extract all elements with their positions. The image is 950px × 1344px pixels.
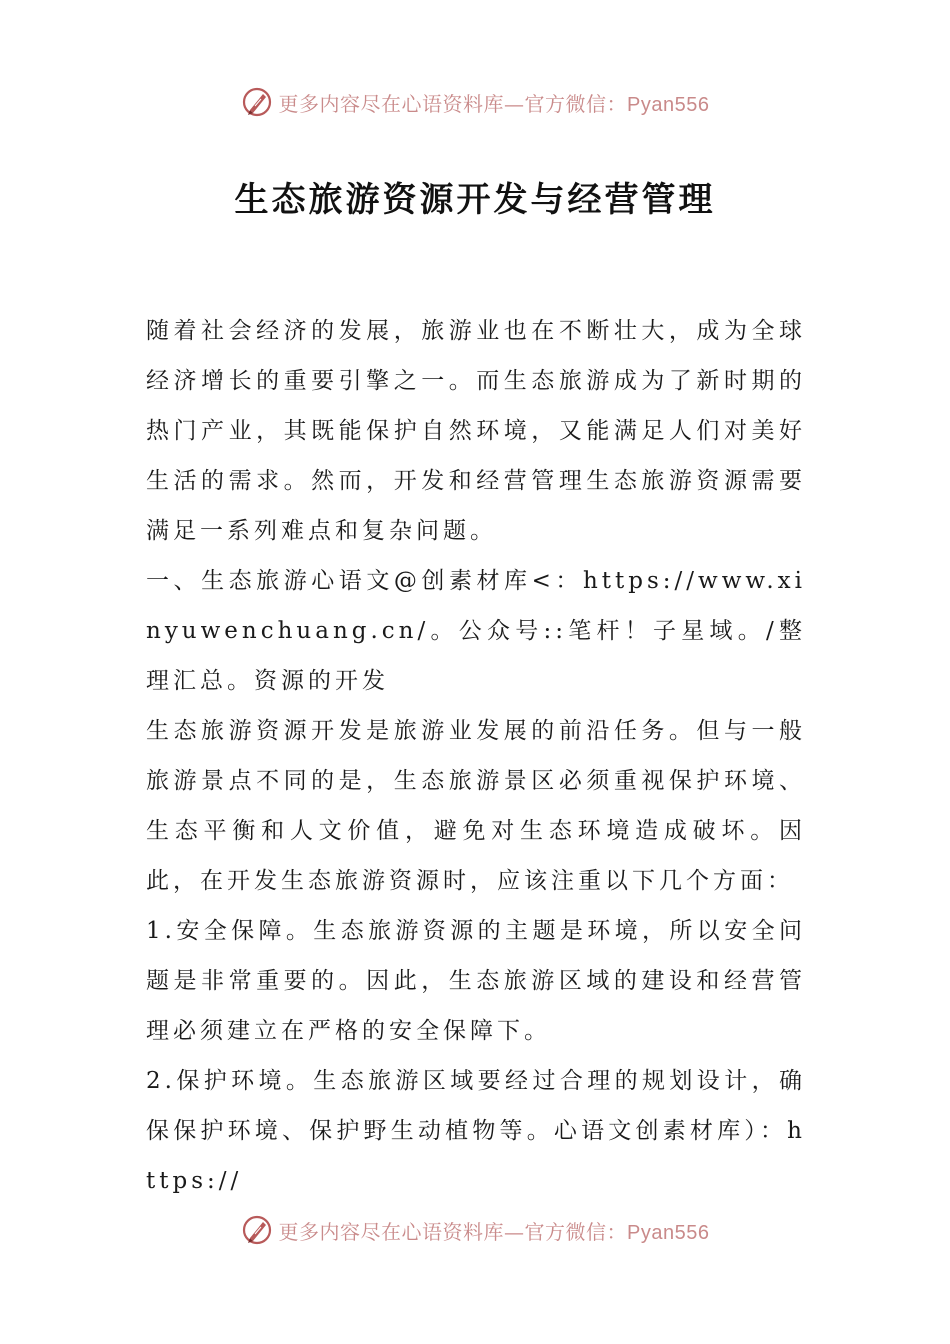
footer-watermark <box>0 1210 950 1250</box>
header-watermark <box>0 82 950 122</box>
paragraph: 生态旅游资源开发是旅游业发展的前沿任务。但与一般旅游景点不同的是，生态旅游景区必须重视保护环境、生态平衡和人文价值，避免对生态环境造成破坏。因此，在开发生态旅游资源时，应该注重以下几个方面： <box>146 718 806 894</box>
paragraph: 1.安全保障。生态旅游资源的主题是环境，所以安全问题是非常重要的。因此，生态旅游区域的建设和经营管理必须建立在严格的安全保障下。 <box>146 918 806 1044</box>
watermark-wechat-id: Pyan556 <box>627 1221 710 1244</box>
quill-pen-logo-icon <box>241 1214 273 1246</box>
watermark-wechat-id: Pyan556 <box>627 93 710 116</box>
watermark-text <box>279 88 710 117</box>
watermark-text <box>279 1216 710 1245</box>
document-title: 生态旅游资源开发与经营管理 <box>234 180 716 220</box>
quill-pen-logo-icon <box>241 86 273 118</box>
paragraph: 2.保护环境。生态旅游区域要经过合理的规划设计，确保保护环境、保护野生动植物等。心语文创素材库）：https:// <box>146 1068 806 1194</box>
paragraph: 随着社会经济的发展，旅游业也在不断壮大，成为全球经济增长的重要引擎之一。而生态旅游成为了新时期的热门产业，其既能保护自然环境，又能满足人们对美好生活的需求。然而，开发和经营管理生态旅游资源需要满足一系列难点和复杂问题。 <box>146 318 806 544</box>
paragraph: 一、生态旅游心语文@创素材库<：https://www.xinyuwenchuang.cn/。公众号::笔杆！子星域。/整理汇总。资源的开发 <box>146 568 806 694</box>
watermark-label: 更多内容尽在心语资料库—官方微信： <box>278 1219 628 1244</box>
document-body <box>146 306 806 1206</box>
watermark-label: 更多内容尽在心语资料库—官方微信： <box>278 91 628 116</box>
